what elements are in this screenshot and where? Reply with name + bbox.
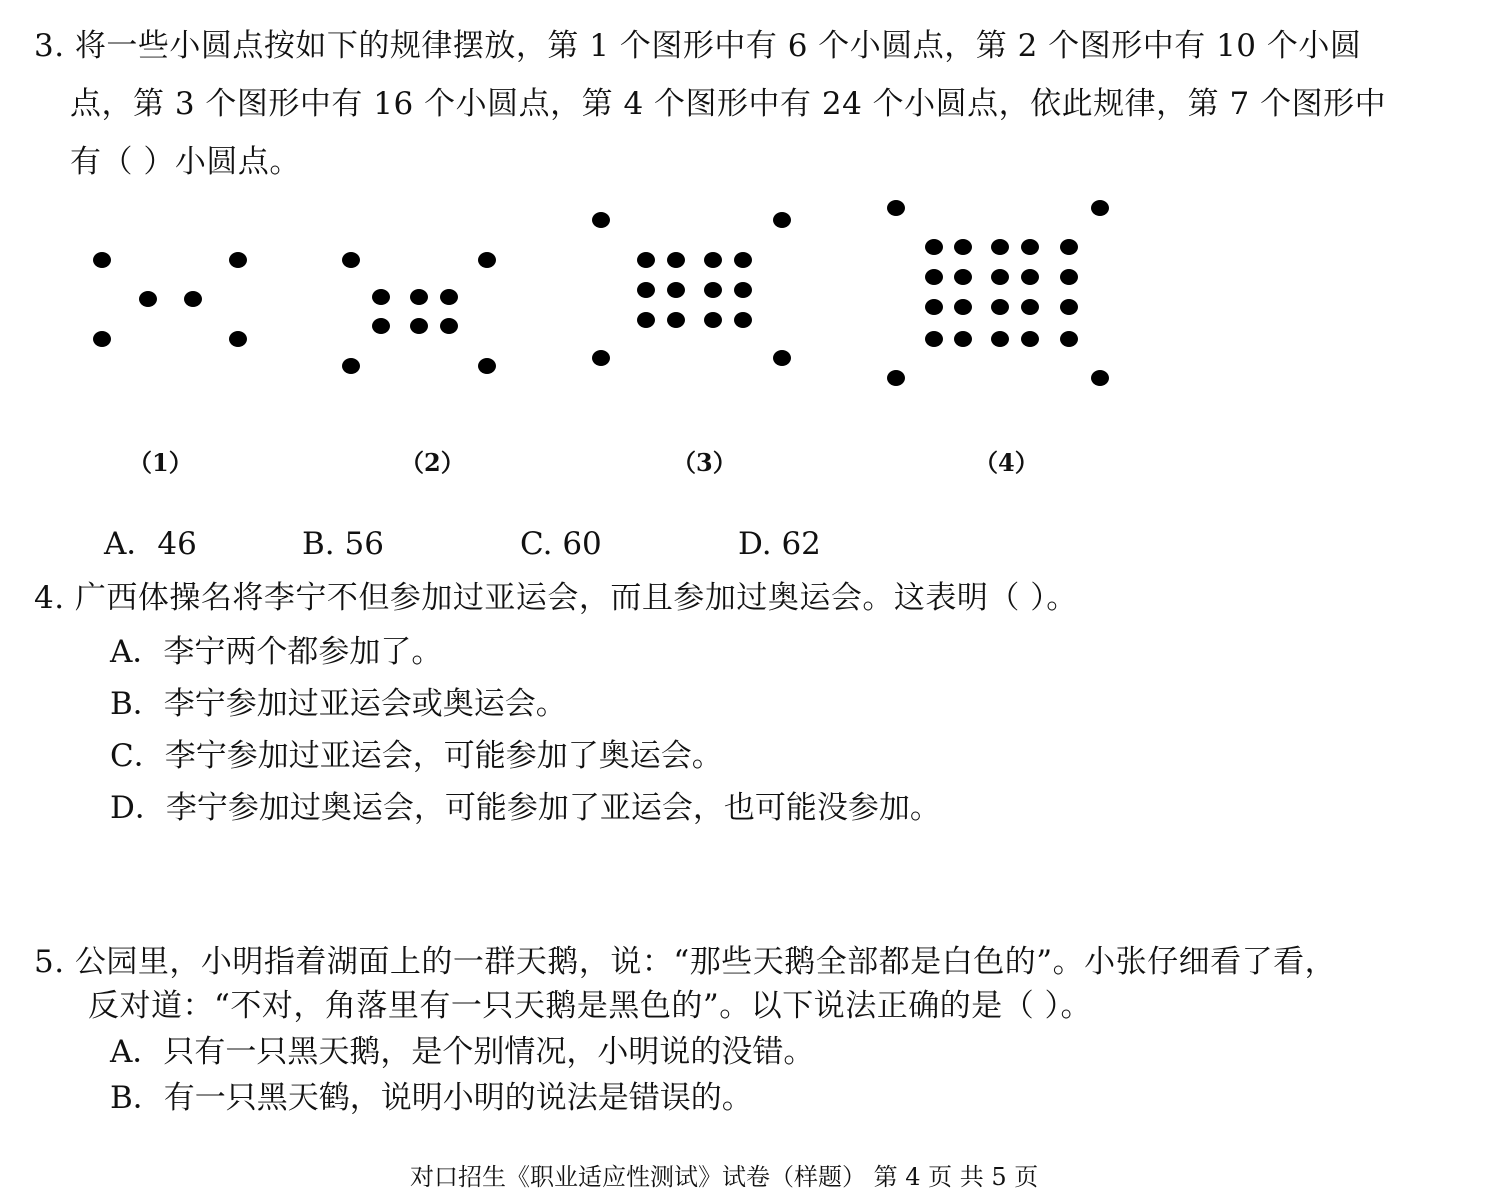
dot: [704, 282, 722, 298]
figure-3: [592, 212, 791, 366]
dot: [704, 312, 722, 328]
page-footer: 对口招生《职业适应性测试》试卷（样题） 第 4 页 共 5 页: [410, 1163, 1039, 1191]
dot: [925, 239, 943, 255]
dot: [954, 299, 972, 315]
dot: [440, 289, 458, 305]
dot: [773, 350, 791, 366]
q3-option-b: B. 56: [302, 526, 384, 562]
dot: [478, 252, 496, 268]
q3-option-c: C. 60: [520, 526, 602, 562]
dot: [478, 358, 496, 374]
q3-stem-line-1: 3. 将一些小圆点按如下的规律摆放，第 1 个图形中有 6 个小圆点，第 2 个图形中有 10 个小圆: [34, 28, 1362, 64]
q3-option-d: D. 62: [738, 526, 821, 562]
dot: [1021, 299, 1039, 315]
dot: [410, 318, 428, 334]
dot: [1060, 331, 1078, 347]
dot: [954, 331, 972, 347]
dot: [704, 252, 722, 268]
dot: [1021, 269, 1039, 285]
dot: [667, 312, 685, 328]
figure-4-label: （4）: [974, 448, 1039, 477]
dot: [1021, 331, 1039, 347]
dot: [93, 331, 111, 347]
q4-option-c: C．李宁参加过亚运会，可能参加了奥运会。: [110, 738, 723, 774]
dot: [637, 252, 655, 268]
dot: [667, 282, 685, 298]
q3-stem-line-2: 点，第 3 个图形中有 16 个小圆点，第 4 个图形中有 24 个小圆点，依此规律，第 7 个图形中: [70, 86, 1387, 122]
dot: [410, 289, 428, 305]
dot: [592, 350, 610, 366]
figure-4: [887, 200, 1109, 386]
dot: [229, 252, 247, 268]
q4-stem: 4. 广西体操名将李宁不但参加过亚运会，而且参加过奥运会。这表明（ ）。: [34, 580, 1078, 616]
dot: [1060, 239, 1078, 255]
dot: [229, 331, 247, 347]
dot: [887, 370, 905, 386]
dot: [93, 252, 111, 268]
dot: [1091, 370, 1109, 386]
dot: [734, 282, 752, 298]
dot: [734, 312, 752, 328]
dot: [1021, 239, 1039, 255]
dot: [1060, 269, 1078, 285]
dot: [592, 212, 610, 228]
dot: [887, 200, 905, 216]
figure-1: [93, 252, 247, 347]
q5-option-b: B．有一只黑天鹤，说明小明的说法是错误的。: [110, 1080, 753, 1116]
q5-stem-line-1: 5. 公园里，小明指着湖面上的一群天鹅，说：“那些天鹅全部都是白色的”。小张仔细看了看，: [34, 944, 1337, 980]
dot: [667, 252, 685, 268]
dot: [1091, 200, 1109, 216]
dot-pattern-figures: [0, 0, 1500, 420]
dot: [925, 299, 943, 315]
dot: [954, 239, 972, 255]
dot: [991, 239, 1009, 255]
q4-option-a: A．李宁两个都参加了。: [110, 634, 443, 670]
dot: [440, 318, 458, 334]
q4-option-b: B．李宁参加过亚运会或奥运会。: [110, 686, 567, 722]
dot: [954, 269, 972, 285]
dot: [1060, 299, 1078, 315]
figure-2-label: （2）: [400, 448, 465, 477]
dot: [991, 299, 1009, 315]
q4-option-d: D．李宁参加过奥运会，可能参加了亚运会，也可能没参加。: [110, 790, 941, 826]
dot: [139, 291, 157, 307]
dot: [925, 269, 943, 285]
q3-stem-line-3: 有（ ）小圆点。: [70, 144, 301, 180]
dot: [773, 212, 791, 228]
dot: [637, 312, 655, 328]
q3-option-a: A．46: [104, 526, 197, 562]
dot: [184, 291, 202, 307]
figure-1-label: （1）: [128, 448, 193, 477]
dot: [637, 282, 655, 298]
dot: [342, 358, 360, 374]
figure-3-label: （3）: [672, 448, 737, 477]
dot: [372, 289, 390, 305]
figure-2: [342, 252, 496, 374]
dot: [925, 331, 943, 347]
dot: [991, 269, 1009, 285]
dot: [991, 331, 1009, 347]
dot: [342, 252, 360, 268]
q5-stem-line-2: 反对道：“不对，角落里有一只天鹅是黑色的”。以下说法正确的是（ ）。: [88, 988, 1093, 1024]
q5-option-a: A．只有一只黑天鹅，是个别情况，小明说的没错。: [110, 1034, 815, 1070]
dot: [734, 252, 752, 268]
dot: [372, 318, 390, 334]
